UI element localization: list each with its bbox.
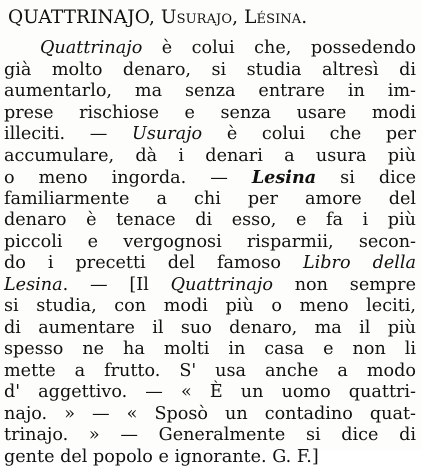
text-segment: familiarmente a chi per amore del (4, 189, 416, 209)
text-segment: mette a frutto. S' usa anche a modo (4, 361, 416, 381)
text-line (4, 232, 416, 254)
text-line (4, 361, 416, 383)
emphasized-text: Lesina (252, 167, 316, 188)
text-segment: illeciti. — (4, 124, 132, 144)
text-segment: di aumentare il suo denaro, ma il più (4, 318, 416, 338)
text-line (4, 38, 416, 60)
text-segment: già molto denaro, si studia altresì di (4, 60, 416, 80)
text-line (4, 210, 416, 232)
emphasized-text: Usurajo (132, 124, 202, 144)
text-segment: è colui che, possedendo (142, 38, 416, 58)
text-segment: gente del popolo e ignorante. G. F.] (4, 447, 319, 467)
text-line (4, 296, 416, 318)
text-line (4, 253, 416, 275)
text-line (4, 60, 416, 82)
text-line (4, 189, 416, 211)
emphasized-text: Lesina (4, 275, 63, 295)
text-segment: denaro è tenace di esso, e fa i più (4, 210, 416, 230)
entry-body (4, 38, 416, 468)
text-segment: si dice (316, 168, 416, 188)
text-segment: prese rischiose e senza usare modi (4, 103, 416, 123)
text-segment: spesso ne ha molti in casa e non li (4, 339, 416, 359)
emphasized-text: Quattrinajo (171, 275, 273, 295)
text-line (4, 103, 416, 125)
emphasized-text: Quattrinajo (40, 38, 142, 58)
text-line (4, 124, 416, 146)
text-segment: . — [Il (63, 275, 171, 295)
text-line (4, 146, 416, 168)
text-line (4, 425, 416, 447)
headword-lesina: Lésina. (244, 7, 307, 28)
text-segment: najo. » — « Sposò un contadino quat- (4, 404, 416, 424)
text-segment: aumentarlo, ma senza entrare in im- (4, 81, 416, 101)
text-line (4, 404, 416, 426)
text-segment: si studia, con modi più o meno leciti, (4, 296, 416, 316)
text-line (4, 318, 416, 340)
text-line (4, 339, 416, 361)
headword-usurajo: Usurajo, (161, 7, 238, 28)
text-segment: accumulare, dà i denari a usura più (4, 146, 416, 166)
text-segment: trinajo. » — Generalmente si dice di (4, 425, 416, 445)
text-segment: do i precetti del famoso (4, 253, 303, 273)
text-line (4, 167, 416, 189)
headword-quattrinajo: QUATTRINAJO, (8, 7, 155, 28)
text-line (4, 275, 416, 297)
text-segment: d' aggettivo. — « È un uomo quattri- (4, 382, 416, 402)
text-segment: o meno ingorda. — (4, 168, 252, 188)
entry-heading (8, 6, 307, 30)
text-line (4, 81, 416, 103)
text-segment: piccoli e vergognosi risparmii, secon- (4, 232, 416, 252)
emphasized-text: Libro della (303, 253, 416, 273)
text-segment: non sempre (273, 275, 416, 295)
text-line (4, 382, 416, 404)
text-segment: è colui che per (202, 124, 416, 144)
